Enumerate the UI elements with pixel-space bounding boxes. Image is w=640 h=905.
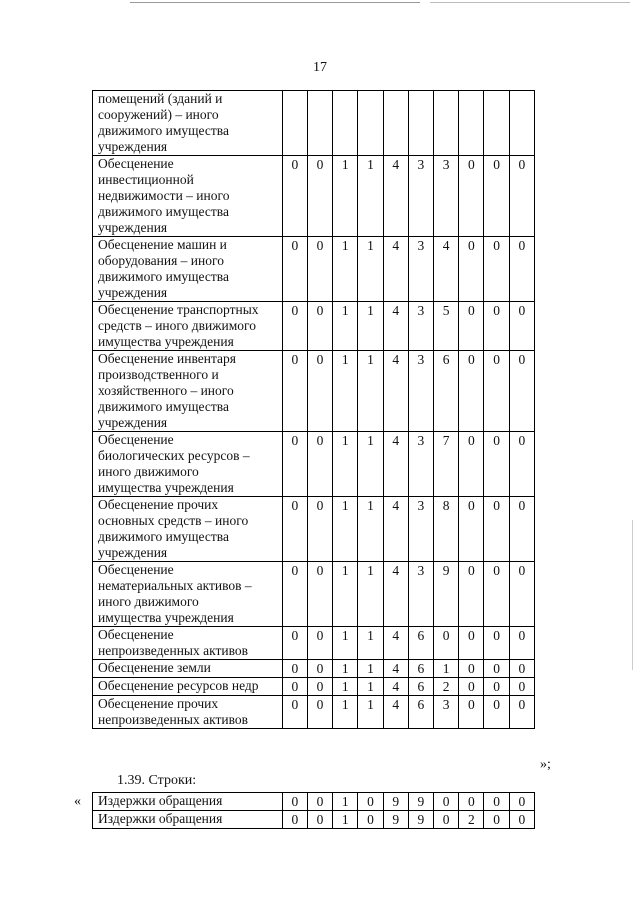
code-digit-cell: 3 <box>408 156 433 237</box>
code-digit-cell: 0 <box>282 793 307 811</box>
account-name-line: движимого имущества <box>98 399 229 414</box>
code-digit-cell: 1 <box>333 302 358 351</box>
table-row <box>93 237 535 302</box>
code-digit-cell: 0 <box>307 793 332 811</box>
code-digit-cell <box>484 91 509 156</box>
code-digit-cell: 0 <box>307 678 332 696</box>
code-digit-cell: 0 <box>282 302 307 351</box>
table-row <box>93 678 535 696</box>
code-digit-cell: 0 <box>459 678 484 696</box>
code-digit-cell: 6 <box>434 351 459 432</box>
code-digit-cell: 0 <box>282 696 307 729</box>
code-digit-cell: 0 <box>282 660 307 678</box>
code-digit-cell: 6 <box>408 627 433 660</box>
account-name-line: учреждения <box>98 415 168 430</box>
code-digit-cell <box>282 91 307 156</box>
code-digit-cell <box>434 91 459 156</box>
account-name-line: Обесценение <box>98 562 174 577</box>
code-digit-cell <box>383 91 408 156</box>
account-name-line: средств – иного движимого <box>98 318 256 333</box>
account-name-cell <box>93 562 283 627</box>
code-digit-cell: 0 <box>282 678 307 696</box>
table-row <box>93 497 535 562</box>
code-digit-cell: 0 <box>509 156 534 237</box>
code-digit-cell: 0 <box>484 627 509 660</box>
account-name-cell <box>93 237 283 302</box>
code-digit-cell: 1 <box>333 237 358 302</box>
code-digit-cell: 0 <box>484 237 509 302</box>
code-digit-cell: 0 <box>307 811 332 829</box>
code-digit-cell: 6 <box>408 678 433 696</box>
code-digit-cell: 0 <box>307 562 332 627</box>
code-digit-cell: 4 <box>434 237 459 302</box>
code-digit-cell: 0 <box>282 237 307 302</box>
account-name-cell <box>93 627 283 660</box>
code-digit-cell: 0 <box>307 660 332 678</box>
code-digit-cell: 1 <box>333 793 358 811</box>
code-digit-cell: 3 <box>434 696 459 729</box>
table-row <box>93 793 535 811</box>
code-digit-cell: 1 <box>358 351 383 432</box>
code-digit-cell: 4 <box>383 351 408 432</box>
account-name-line: имущества учреждения <box>98 334 234 349</box>
code-digit-cell: 1 <box>358 627 383 660</box>
code-digit-cell: 0 <box>484 696 509 729</box>
code-digit-cell: 0 <box>434 627 459 660</box>
code-digit-cell: 0 <box>282 156 307 237</box>
code-digit-cell: 6 <box>408 660 433 678</box>
code-digit-cell: 0 <box>459 562 484 627</box>
code-digit-cell: 9 <box>383 811 408 829</box>
code-digit-cell: 1 <box>333 156 358 237</box>
table-row <box>93 351 535 432</box>
code-digit-cell: 0 <box>307 351 332 432</box>
account-name-line: движимого имущества <box>98 123 229 138</box>
code-digit-cell: 2 <box>434 678 459 696</box>
account-name-cell <box>93 302 283 351</box>
code-digit-cell: 3 <box>408 432 433 497</box>
code-digit-cell: 7 <box>434 432 459 497</box>
account-name-line: нематериальных активов – <box>98 578 252 593</box>
scan-side-rule <box>632 520 633 670</box>
code-digit-cell: 6 <box>408 696 433 729</box>
code-digit-cell: 0 <box>484 351 509 432</box>
account-name-line: недвижимости – иного <box>98 188 230 203</box>
account-name-line: Обесценение прочих <box>98 696 219 711</box>
lines-table-body <box>93 793 535 829</box>
code-digit-cell: 0 <box>459 627 484 660</box>
code-digit-cell: 3 <box>408 237 433 302</box>
code-digit-cell: 0 <box>459 351 484 432</box>
code-digit-cell: 4 <box>383 432 408 497</box>
account-name-cell <box>93 678 283 696</box>
code-digit-cell: 0 <box>459 696 484 729</box>
code-digit-cell: 4 <box>383 302 408 351</box>
account-name-line: Обесценение <box>98 156 174 171</box>
table-row <box>93 696 535 729</box>
code-digit-cell: 0 <box>484 678 509 696</box>
code-digit-cell: 4 <box>383 497 408 562</box>
code-digit-cell: 0 <box>484 793 509 811</box>
account-name-line: учреждения <box>98 139 168 154</box>
code-digit-cell: 3 <box>434 156 459 237</box>
table-row <box>93 811 535 829</box>
code-digit-cell: 0 <box>358 793 383 811</box>
code-digit-cell: 0 <box>459 237 484 302</box>
code-digit-cell: 0 <box>484 660 509 678</box>
account-name-line: движимого имущества <box>98 269 229 284</box>
code-digit-cell: 1 <box>358 562 383 627</box>
accounts-table-body <box>93 91 535 729</box>
code-digit-cell: 0 <box>459 302 484 351</box>
code-digit-cell: 0 <box>307 156 332 237</box>
code-digit-cell: 1 <box>333 562 358 627</box>
code-digit-cell: 0 <box>484 302 509 351</box>
code-digit-cell: 0 <box>459 660 484 678</box>
code-digit-cell: 0 <box>282 351 307 432</box>
code-digit-cell: 0 <box>509 237 534 302</box>
code-digit-cell: 0 <box>282 811 307 829</box>
code-digit-cell: 0 <box>307 432 332 497</box>
account-name-line: Обесценение <box>98 627 174 642</box>
account-name-line: Обесценение инвентаря <box>98 351 236 366</box>
code-digit-cell: 0 <box>307 627 332 660</box>
scan-top-rule <box>130 2 420 3</box>
code-digit-cell: 1 <box>358 696 383 729</box>
code-digit-cell: 0 <box>358 811 383 829</box>
table-row <box>93 660 535 678</box>
table-row <box>93 432 535 497</box>
code-digit-cell: 0 <box>282 497 307 562</box>
account-name-line: Обесценение транспортных <box>98 302 259 317</box>
code-digit-cell: 0 <box>282 432 307 497</box>
code-digit-cell <box>509 91 534 156</box>
code-digit-cell: 0 <box>509 497 534 562</box>
code-digit-cell: 0 <box>282 627 307 660</box>
code-digit-cell: 0 <box>509 660 534 678</box>
account-name-line: сооружений) – иного <box>98 107 219 122</box>
account-name-line: иного движимого <box>98 594 199 609</box>
code-digit-cell: 1 <box>358 302 383 351</box>
code-digit-cell <box>307 91 332 156</box>
table-row <box>93 562 535 627</box>
code-digit-cell <box>333 91 358 156</box>
code-digit-cell: 0 <box>509 696 534 729</box>
code-digit-cell <box>408 91 433 156</box>
code-digit-cell: 0 <box>509 811 534 829</box>
account-name-cell <box>93 91 283 156</box>
code-digit-cell: 1 <box>333 678 358 696</box>
code-digit-cell: 9 <box>383 793 408 811</box>
account-name-line: имущества учреждения <box>98 610 234 625</box>
code-digit-cell: 2 <box>459 811 484 829</box>
closing-quote: »; <box>540 757 551 772</box>
code-digit-cell: 1 <box>358 432 383 497</box>
code-digit-cell: 9 <box>408 811 433 829</box>
table-row <box>93 156 535 237</box>
scan-top-rule-right <box>430 2 630 3</box>
code-digit-cell <box>358 91 383 156</box>
lines-table <box>92 792 535 829</box>
code-digit-cell: 9 <box>434 562 459 627</box>
code-digit-cell <box>459 91 484 156</box>
code-digit-cell: 0 <box>459 793 484 811</box>
account-name-line: Обесценение прочих <box>98 497 219 512</box>
code-digit-cell: 1 <box>333 696 358 729</box>
account-name-line: оборудования – иного <box>98 253 224 268</box>
code-digit-cell: 3 <box>408 351 433 432</box>
account-name-cell <box>93 497 283 562</box>
code-digit-cell: 1 <box>333 351 358 432</box>
code-digit-cell: 1 <box>333 627 358 660</box>
code-digit-cell: 0 <box>459 497 484 562</box>
account-name-line: Издержки обращения <box>98 793 223 808</box>
page-number: 17 <box>313 60 327 75</box>
code-digit-cell: 0 <box>484 562 509 627</box>
account-name-line: непроизведенных активов <box>98 643 249 658</box>
code-digit-cell: 0 <box>484 156 509 237</box>
account-name-cell <box>93 156 283 237</box>
account-name-line: Обесценение машин и <box>98 237 227 252</box>
account-name-line: производственного и <box>98 367 219 382</box>
code-digit-cell: 0 <box>484 811 509 829</box>
code-digit-cell: 1 <box>358 237 383 302</box>
code-digit-cell: 4 <box>383 660 408 678</box>
code-digit-cell: 0 <box>307 237 332 302</box>
code-digit-cell: 3 <box>408 497 433 562</box>
code-digit-cell: 0 <box>509 627 534 660</box>
code-digit-cell: 0 <box>509 432 534 497</box>
account-name-cell <box>93 811 283 829</box>
account-name-cell <box>93 351 283 432</box>
code-digit-cell: 1 <box>333 811 358 829</box>
account-name-line: Обесценение <box>98 432 174 447</box>
code-digit-cell: 3 <box>408 562 433 627</box>
code-digit-cell: 3 <box>408 302 433 351</box>
account-name-line: Обесценение ресурсов недр <box>98 678 259 693</box>
code-digit-cell: 0 <box>509 351 534 432</box>
account-name-line: учреждения <box>98 285 168 300</box>
code-digit-cell: 0 <box>509 302 534 351</box>
code-digit-cell: 0 <box>484 497 509 562</box>
code-digit-cell: 0 <box>307 302 332 351</box>
code-digit-cell: 1 <box>333 660 358 678</box>
code-digit-cell: 4 <box>383 562 408 627</box>
account-name-cell <box>93 660 283 678</box>
code-digit-cell: 0 <box>509 562 534 627</box>
account-name-line: хозяйственного – иного <box>98 383 234 398</box>
code-digit-cell: 1 <box>333 497 358 562</box>
code-digit-cell: 8 <box>434 497 459 562</box>
account-name-line: учреждения <box>98 545 168 560</box>
account-name-cell <box>93 793 283 811</box>
code-digit-cell: 4 <box>383 156 408 237</box>
account-name-cell <box>93 432 283 497</box>
code-digit-cell: 0 <box>459 156 484 237</box>
account-name-line: инвестиционной <box>98 172 194 187</box>
code-digit-cell: 4 <box>383 627 408 660</box>
code-digit-cell: 0 <box>307 497 332 562</box>
code-digit-cell: 9 <box>408 793 433 811</box>
table-row <box>93 91 535 156</box>
code-digit-cell: 0 <box>282 562 307 627</box>
code-digit-cell: 0 <box>307 696 332 729</box>
code-digit-cell: 4 <box>383 237 408 302</box>
opening-quote: « <box>74 794 81 809</box>
code-digit-cell: 1 <box>358 156 383 237</box>
account-name-cell <box>93 696 283 729</box>
table-row <box>93 302 535 351</box>
code-digit-cell: 1 <box>358 678 383 696</box>
code-digit-cell: 0 <box>509 678 534 696</box>
account-name-line: Издержки обращения <box>98 811 223 826</box>
code-digit-cell: 5 <box>434 302 459 351</box>
code-digit-cell: 1 <box>358 660 383 678</box>
code-digit-cell: 4 <box>383 678 408 696</box>
code-digit-cell: 0 <box>434 793 459 811</box>
code-digit-cell: 0 <box>484 432 509 497</box>
account-name-line: помещений (зданий и <box>98 91 223 106</box>
code-digit-cell: 1 <box>358 497 383 562</box>
account-name-line: основных средств – иного <box>98 513 249 528</box>
code-digit-cell: 4 <box>383 696 408 729</box>
account-name-line: учреждения <box>98 220 168 235</box>
account-name-line: движимого имущества <box>98 204 229 219</box>
account-name-line: Обесценение земли <box>98 660 211 675</box>
account-name-line: биологических ресурсов – <box>98 448 250 463</box>
account-name-line: непроизведенных активов <box>98 712 249 727</box>
section-heading: 1.39. Строки: <box>117 773 197 788</box>
code-digit-cell: 0 <box>459 432 484 497</box>
table-row <box>93 627 535 660</box>
code-digit-cell: 0 <box>434 811 459 829</box>
account-name-line: имущества учреждения <box>98 480 234 495</box>
account-name-line: движимого имущества <box>98 529 229 544</box>
accounts-table <box>92 90 535 729</box>
code-digit-cell: 1 <box>434 660 459 678</box>
account-name-line: иного движимого <box>98 464 199 479</box>
code-digit-cell: 1 <box>333 432 358 497</box>
code-digit-cell: 0 <box>509 793 534 811</box>
